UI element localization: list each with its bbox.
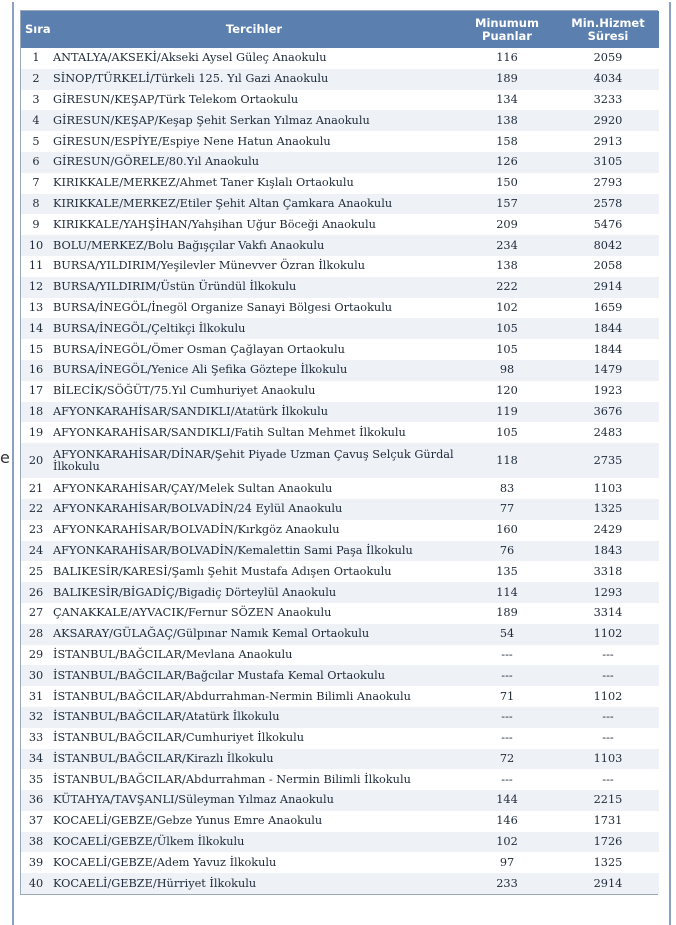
row-min-hizmet: 2578	[593, 196, 623, 210]
table-row	[21, 235, 659, 256]
header-tercihler: Tercihler	[225, 22, 283, 36]
row-min-puan: 102	[496, 300, 518, 314]
row-min-hizmet: 1103	[593, 481, 623, 495]
row-tercih: BALIKESİR/BİGADİÇ/Bigadiç Dörteylül Anaokulu	[53, 585, 337, 599]
table-row	[21, 339, 659, 360]
row-min-hizmet: 2058	[593, 259, 623, 273]
row-min-hizmet: 1479	[593, 363, 623, 377]
row-min-puan: 72	[499, 751, 515, 765]
row-sira: 16	[28, 363, 44, 377]
row-sira: 40	[28, 876, 44, 890]
row-min-puan: 102	[496, 835, 518, 849]
row-tercih: AFYONKARAHİSAR/BOLVADİN/24 Eylül Anaokulu	[53, 502, 343, 516]
row-min-hizmet: 8042	[593, 238, 623, 252]
row-min-hizmet: 2793	[593, 176, 623, 190]
row-min-puan: ---	[501, 731, 513, 745]
header-min-puan-line2: Puanlar	[482, 28, 532, 43]
table-row	[21, 443, 659, 478]
side-text-fragment: e	[0, 448, 10, 467]
row-min-puan: 146	[496, 814, 518, 828]
row-min-hizmet: 1844	[593, 342, 623, 356]
row-tercih: BURSA/İNEGÖL/Ömer Osman Çağlayan Ortaokulu	[53, 342, 345, 356]
row-min-hizmet: ---	[602, 710, 614, 724]
table-row	[21, 769, 659, 790]
row-tercih: ANTALYA/AKSEKİ/Akseki Aysel Güleç Anaokulu	[53, 51, 327, 65]
row-min-puan: 209	[496, 217, 518, 231]
table-row	[21, 749, 659, 770]
row-tercih: KOCAELİ/GEBZE/Gebze Yunus Emre Anaokulu	[53, 814, 323, 828]
row-min-puan: 105	[496, 425, 518, 439]
row-tercih: İSTANBUL/BAĞCILAR/Mevlana Anaokulu	[53, 647, 293, 661]
row-min-puan: 222	[496, 280, 518, 294]
row-min-puan: 119	[496, 404, 518, 418]
row-min-hizmet: 1843	[593, 543, 623, 557]
row-sira: 6	[32, 155, 40, 169]
table-row	[21, 832, 659, 853]
row-sira: 34	[28, 751, 44, 765]
row-tercih: İSTANBUL/BAĞCILAR/Kirazlı İlkokulu	[53, 751, 274, 765]
row-min-puan: 54	[499, 627, 515, 641]
table-row	[21, 520, 659, 541]
row-sira: 32	[28, 710, 44, 724]
table-row	[21, 131, 659, 152]
row-sira: 36	[28, 793, 44, 807]
row-tercih: GİRESUN/KEŞAP/Türk Telekom Ortaokulu	[53, 92, 299, 106]
row-sira: 20	[28, 453, 44, 467]
row-tercih: İSTANBUL/BAĞCILAR/Atatürk İlkokulu	[53, 710, 280, 724]
row-tercih: İSTANBUL/BAĞCILAR/Cumhuriyet İlkokulu	[53, 731, 304, 745]
header-sira: Sıra	[25, 22, 51, 36]
row-min-puan: 76	[499, 543, 515, 557]
row-min-hizmet: 2920	[593, 113, 623, 127]
row-tercih: AFYONKARAHİSAR/ÇAY/Melek Sultan Anaokulu	[53, 481, 333, 495]
row-tercih: BİLECİK/SÖĞÜT/75.Yıl Cumhuriyet Anaokulu	[53, 384, 316, 398]
table-row	[21, 69, 659, 90]
row-sira: 37	[28, 814, 44, 828]
row-tercih: İSTANBUL/BAĞCILAR/Abdurrahman - Nermin Bilimli İlkokulu	[53, 772, 411, 786]
row-sira: 24	[28, 543, 44, 557]
row-sira: 10	[28, 238, 44, 252]
header-min-hizmet-line1: Min.Hizmet	[571, 15, 645, 30]
row-min-hizmet: ---	[602, 668, 614, 682]
row-min-puan: ---	[501, 772, 513, 786]
row-min-puan: ---	[501, 647, 513, 661]
row-sira: 19	[28, 425, 44, 439]
row-tercih: KIRIKKALE/YAHŞİHAN/Yahşihan Uğur Böceği Anaokulu	[53, 217, 376, 231]
row-min-puan: 77	[499, 502, 515, 516]
row-tercih: BURSA/İNEGÖL/İnegöl Organize Sanayi Bölgesi Ortaokulu	[53, 300, 393, 314]
row-min-hizmet: ---	[602, 647, 614, 661]
row-min-puan: 105	[496, 342, 518, 356]
row-sira: 21	[28, 481, 44, 495]
table-body	[21, 48, 659, 894]
row-sira: 29	[28, 647, 44, 661]
row-sira: 38	[28, 835, 44, 849]
row-sira: 15	[28, 342, 44, 356]
row-sira: 39	[28, 855, 44, 869]
row-min-puan: 135	[496, 564, 518, 578]
row-sira: 18	[28, 404, 44, 418]
row-min-hizmet: 2429	[593, 523, 623, 537]
header-min-hizmet	[557, 11, 659, 48]
row-tercih: KIRIKKALE/MERKEZ/Ahmet Taner Kışlalı Ortaokulu	[53, 176, 354, 190]
row-sira: 27	[28, 606, 44, 620]
row-min-puan: 83	[499, 481, 515, 495]
table-row	[21, 214, 659, 235]
table-row	[21, 194, 659, 215]
row-min-puan: 120	[496, 384, 518, 398]
table-row	[21, 852, 659, 873]
table-row	[21, 256, 659, 277]
table-row	[21, 360, 659, 381]
row-min-hizmet: 2914	[593, 876, 623, 890]
row-min-hizmet: 1102	[593, 689, 623, 703]
row-sira: 9	[32, 217, 40, 231]
row-tercih: KOCAELİ/GEBZE/Hürriyet İlkokulu	[53, 876, 257, 890]
table-row	[21, 381, 659, 402]
row-min-puan: 138	[496, 259, 518, 273]
row-sira: 28	[28, 627, 44, 641]
row-sira: 1	[32, 51, 40, 65]
table-row	[21, 686, 659, 707]
table-header-row	[21, 11, 659, 48]
row-tercih: AFYONKARAHİSAR/DİNAR/Şehit Piyade Uzman Çavuş Selçuk Gürdal İlkokulu	[53, 447, 454, 473]
row-sira: 12	[28, 280, 44, 294]
row-min-hizmet: 1325	[593, 855, 623, 869]
row-min-hizmet: 3676	[593, 404, 623, 418]
row-tercih: GİRESUN/KEŞAP/Keşap Şehit Serkan Yılmaz Anaokulu	[53, 113, 370, 127]
row-min-puan: 71	[499, 689, 515, 703]
row-min-hizmet: 3314	[593, 606, 623, 620]
row-sira: 33	[28, 731, 44, 745]
row-tercih: ÇANAKKALE/AYVACIK/Fernur SÖZEN Anaokulu	[53, 606, 332, 620]
row-tercih: AFYONKARAHİSAR/SANDIKLI/Fatih Sultan Mehmet İlkokulu	[53, 425, 406, 439]
row-sira: 23	[28, 523, 44, 537]
preferences-table-container	[20, 10, 658, 895]
row-tercih: AFYONKARAHİSAR/BOLVADİN/Kemalettin Sami Paşa İlkokulu	[53, 543, 413, 557]
row-min-hizmet: 1293	[593, 585, 623, 599]
row-min-puan: 150	[496, 176, 518, 190]
row-tercih: BALIKESİR/KARESİ/Şamlı Şehit Mustafa Adışen Ortaokulu	[53, 564, 392, 578]
row-min-puan: 157	[496, 196, 518, 210]
header-min-hizmet-line2: Süresi	[587, 28, 629, 43]
table-row	[21, 152, 659, 173]
row-min-puan: 233	[496, 876, 518, 890]
row-min-hizmet: 2483	[593, 425, 623, 439]
row-sira: 17	[28, 384, 44, 398]
row-tercih: BURSA/YILDIRIM/Üstün Üründül İlkokulu	[53, 280, 297, 294]
header-min-puan-line1: Minumum	[475, 15, 539, 30]
row-tercih: SİNOP/TÜRKELİ/Türkeli 125. Yıl Gazi Anaokulu	[53, 72, 329, 86]
row-tercih: BOLU/MERKEZ/Bolu Bağışçılar Vakfı Anaokulu	[53, 238, 325, 252]
table-row	[21, 665, 659, 686]
row-sira: 30	[28, 668, 44, 682]
table-row	[21, 499, 659, 520]
row-min-puan: 98	[499, 363, 515, 377]
row-min-puan: 134	[496, 92, 518, 106]
row-min-hizmet: 2059	[593, 51, 623, 65]
table-row	[21, 582, 659, 603]
table-row	[21, 478, 659, 499]
row-tercih: KOCAELİ/GEBZE/Ülkem İlkokulu	[53, 835, 245, 849]
row-min-hizmet: 2215	[593, 793, 623, 807]
row-tercih: İSTANBUL/BAĞCILAR/Bağcılar Mustafa Kemal Ortaokulu	[53, 668, 386, 682]
row-min-hizmet: 3233	[593, 92, 623, 106]
row-min-hizmet: 3318	[593, 564, 623, 578]
row-min-puan: 118	[496, 453, 518, 467]
row-sira: 31	[28, 689, 44, 703]
row-sira: 14	[28, 321, 44, 335]
table-row	[21, 318, 659, 339]
row-min-hizmet: 1923	[593, 384, 623, 398]
row-min-hizmet: ---	[602, 772, 614, 786]
row-sira: 25	[28, 564, 44, 578]
row-min-hizmet: 1325	[593, 502, 623, 516]
row-tercih: AKSARAY/GÜLAĞAÇ/Gülpınar Namık Kemal Ortaokulu	[53, 627, 370, 641]
table-row	[21, 48, 659, 69]
table-row	[21, 873, 659, 894]
table-row	[21, 422, 659, 443]
row-min-puan: 105	[496, 321, 518, 335]
row-sira: 26	[28, 585, 44, 599]
table-row	[21, 298, 659, 319]
row-min-puan: 158	[496, 134, 518, 148]
table-row	[21, 624, 659, 645]
table-row	[21, 645, 659, 666]
row-min-puan: 116	[496, 51, 518, 65]
row-sira: 5	[32, 134, 40, 148]
row-tercih: GİRESUN/GÖRELE/80.Yıl Anaokulu	[53, 155, 260, 169]
row-min-puan: 97	[499, 855, 515, 869]
table-row	[21, 110, 659, 131]
header-min-puan	[457, 11, 557, 48]
row-min-hizmet: 1726	[593, 835, 623, 849]
row-tercih: AFYONKARAHİSAR/BOLVADİN/Kırkgöz Anaokulu	[53, 523, 340, 537]
table-row	[21, 790, 659, 811]
row-min-puan: 114	[496, 585, 518, 599]
row-min-hizmet: 2914	[593, 280, 623, 294]
row-sira: 4	[32, 113, 40, 127]
row-min-puan: 138	[496, 113, 518, 127]
table-row	[21, 811, 659, 832]
table-row	[21, 173, 659, 194]
row-min-hizmet: 1659	[593, 300, 623, 314]
row-min-puan: 160	[496, 523, 518, 537]
row-min-puan: 144	[496, 793, 518, 807]
row-min-puan: 189	[496, 72, 518, 86]
row-min-puan: ---	[501, 710, 513, 724]
row-min-hizmet: 3105	[593, 155, 623, 169]
row-min-hizmet: 2735	[593, 453, 623, 467]
row-sira: 3	[32, 92, 40, 106]
row-min-hizmet: 2913	[593, 134, 623, 148]
row-min-puan: 126	[496, 155, 518, 169]
row-tercih: GİRESUN/ESPİYE/Espiye Nene Hatun Anaokulu	[53, 134, 331, 148]
preferences-table	[21, 11, 659, 894]
row-sira: 7	[32, 176, 40, 190]
row-min-puan: 234	[496, 238, 518, 252]
table-row	[21, 707, 659, 728]
row-min-puan: ---	[501, 668, 513, 682]
row-tercih: BURSA/İNEGÖL/Çeltikçi İlkokulu	[53, 321, 246, 335]
table-row	[21, 402, 659, 423]
row-tercih: KÜTAHYA/TAVŞANLI/Süleyman Yılmaz Anaokulu	[53, 793, 334, 807]
row-min-hizmet: 1731	[593, 814, 623, 828]
row-sira: 13	[28, 300, 44, 314]
row-sira: 8	[32, 196, 40, 210]
row-min-hizmet: 1844	[593, 321, 623, 335]
row-min-hizmet: 1103	[593, 751, 623, 765]
row-sira: 11	[28, 259, 44, 273]
row-sira: 35	[28, 772, 44, 786]
row-tercih: AFYONKARAHİSAR/SANDIKLI/Atatürk İlkokulu	[53, 404, 329, 418]
row-sira: 2	[32, 72, 40, 86]
row-min-hizmet: ---	[602, 731, 614, 745]
table-row	[21, 541, 659, 562]
table-row	[21, 561, 659, 582]
row-sira: 22	[28, 502, 44, 516]
table-row	[21, 90, 659, 111]
table-row	[21, 728, 659, 749]
table-row	[21, 603, 659, 624]
row-min-hizmet: 4034	[593, 72, 623, 86]
row-tercih: İSTANBUL/BAĞCILAR/Abdurrahman-Nermin Bilimli Anaokulu	[53, 689, 411, 703]
row-tercih: KIRIKKALE/MERKEZ/Etiler Şehit Altan Çamkara Anaokulu	[53, 196, 393, 210]
row-tercih: BURSA/İNEGÖL/Yenice Ali Şefika Göztepe İlkokulu	[53, 363, 348, 377]
row-min-hizmet: 1102	[593, 627, 623, 641]
row-tercih: BURSA/YILDIRIM/Yeşilevler Münevver Özran İlkokulu	[53, 259, 366, 273]
row-min-puan: 189	[496, 606, 518, 620]
row-tercih: KOCAELİ/GEBZE/Adem Yavuz İlkokulu	[53, 855, 277, 869]
row-min-hizmet: 5476	[593, 217, 623, 231]
table-row	[21, 277, 659, 298]
